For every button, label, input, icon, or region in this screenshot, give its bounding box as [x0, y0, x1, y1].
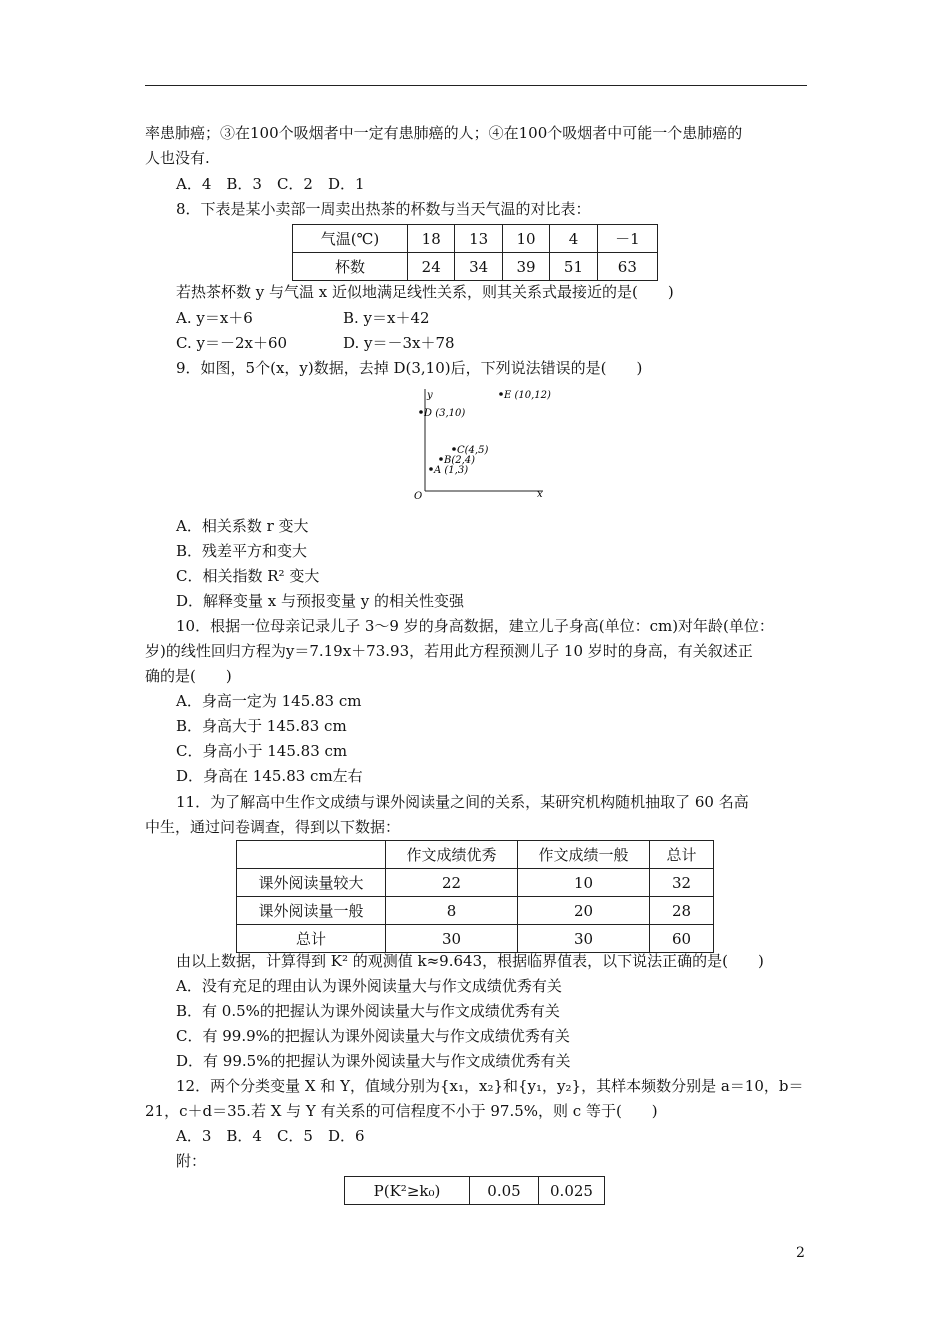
appendix-label: 附： [176, 1152, 207, 1170]
table-cell: 作文成绩一般 [518, 841, 650, 869]
q9-option-a: A．相关系数 r 变大 [176, 517, 309, 535]
q10-line-2: 岁)的线性回归方程为y＝7.19x＋73.93，若用此方程预测儿子 10 岁时的身高，有关叙述正 [145, 642, 753, 660]
table-cell: 39 [502, 253, 549, 281]
table-cell: 10 [502, 225, 549, 253]
table-cell: P(K²≥k₀) [345, 1177, 470, 1205]
origin-label: O [414, 491, 423, 502]
header-rule [145, 85, 807, 86]
point-label: E (10,12) [504, 390, 551, 401]
table-cell [237, 841, 386, 869]
table-cell: 18 [408, 225, 455, 253]
q10-option-d: D．身高在 145.83 cm左右 [176, 767, 363, 785]
q8-option-b: B. y＝x＋42 [343, 309, 430, 327]
q11-option-a: A．没有充足的理由认为课外阅读量大与作文成绩优秀有关 [176, 977, 562, 995]
table-cell: 51 [550, 253, 597, 281]
q10-line-3: 确的是( ) [145, 667, 232, 685]
q9-scatter-figure [405, 383, 555, 503]
text-line: 率患肺癌；③在100个吸烟者中一定有患肺癌的人；④在100个吸烟者中可能一个患肺癌的 [145, 124, 743, 142]
table-cell: 总计 [237, 925, 386, 953]
table-cell: －1 [597, 225, 657, 253]
table-cell: 作文成绩优秀 [386, 841, 518, 869]
table-cell: 60 [650, 925, 714, 953]
q12-line-2: 21，c＋d＝35.若 X 与 Y 有关系的可信程度不小于 97.5%，则 c 等于( ) [145, 1102, 658, 1120]
table-cell: 课外阅读量一般 [237, 897, 386, 925]
table-cell: 课外阅读量较大 [237, 869, 386, 897]
table-cell: 32 [650, 869, 714, 897]
scatter-point [429, 467, 433, 471]
q9-stem: 9．如图，5个(x，y)数据，去掉 D(3,10)后，下列说法错误的是( ) [176, 359, 643, 377]
q11-line-1: 11．为了解高中生作文成绩与课外阅读量之间的关系，某研究机构随机抽取了 60 名高 [176, 793, 749, 811]
scatter-point [499, 392, 503, 396]
table-cell: 34 [455, 253, 502, 281]
q10-option-b: B．身高大于 145.83 cm [176, 717, 347, 735]
point-label: B(2,4) [444, 455, 476, 466]
table-cell: 24 [408, 253, 455, 281]
table-cell: 4 [550, 225, 597, 253]
text-line: 人也没有. [145, 149, 210, 167]
table-cell: 30 [386, 925, 518, 953]
q10-line-1: 10．根据一位母亲记录儿子 3～9 岁的身高数据，建立儿子身高(单位：cm)对年龄(单位： [176, 617, 774, 635]
q8-option-c: C. y＝－2x＋60 [176, 334, 288, 352]
q11-option-c: C．有 99.9%的把握认为课外阅读量大与作文成绩优秀有关 [176, 1027, 570, 1045]
table-cell: 气温(℃) [293, 225, 408, 253]
q8-question: 若热茶杯数 y 与气温 x 近似地满足线性关系，则其关系式最接近的是( ) [176, 283, 674, 301]
scatter-point [452, 447, 456, 451]
q9-option-c: C．相关指数 R² 变大 [176, 567, 320, 585]
scatter-point [419, 410, 423, 414]
table-cell: 0.025 [539, 1177, 605, 1205]
x-axis-label: x [537, 489, 543, 500]
q12-options: A．3 B．4 C．5 D．6 [176, 1127, 365, 1145]
table-cell: 20 [518, 897, 650, 925]
q8-stem: 8．下表是某小卖部一周卖出热茶的杯数与当天气温的对比表： [176, 200, 591, 218]
q11-question: 由以上数据，计算得到 K² 的观测值 k≈9.643，根据临界值表，以下说法正确的是( ) [176, 952, 764, 970]
point-label: D (3,10) [424, 408, 466, 419]
q11-option-d: D．有 99.5%的把握认为课外阅读量大与作文成绩优秀有关 [176, 1052, 571, 1070]
point-label: A (1,3) [434, 465, 469, 476]
point-label: C(4,5) [457, 445, 489, 456]
q9-option-d: D．解释变量 x 与预报变量 y 的相关性变强 [176, 592, 465, 610]
y-axis-label: y [427, 390, 433, 401]
q11-table [236, 840, 714, 953]
q8-option-a: A. y＝x＋6 [176, 309, 253, 327]
q10-option-c: C．身高小于 145.83 cm [176, 742, 348, 760]
q10-option-a: A．身高一定为 145.83 cm [176, 692, 362, 710]
table-cell: 30 [518, 925, 650, 953]
table-cell: 10 [518, 869, 650, 897]
table-cell: 63 [597, 253, 657, 281]
table-cell: 8 [386, 897, 518, 925]
table-cell: 13 [455, 225, 502, 253]
q11-line-2: 中生，通过问卷调查，得到以下数据： [145, 818, 401, 836]
q11-option-b: B．有 0.5%的把握认为课外阅读量大与作文成绩优秀有关 [176, 1002, 560, 1020]
q12-table [344, 1176, 605, 1205]
page-number: 2 [796, 1245, 805, 1261]
table-cell: 28 [650, 897, 714, 925]
q8-table [292, 224, 658, 281]
q8-option-d: D. y＝－3x＋78 [343, 334, 455, 352]
q7-options: A．4 B．3 C．2 D．1 [176, 175, 365, 193]
table-cell: 总计 [650, 841, 714, 869]
table-cell: 0.05 [470, 1177, 539, 1205]
scatter-point [439, 457, 443, 461]
table-cell: 杯数 [293, 253, 408, 281]
q9-option-b: B．残差平方和变大 [176, 542, 308, 560]
table-cell: 22 [386, 869, 518, 897]
q12-line-1: 12．两个分类变量 X 和 Y，值域分别为{x₁，x₂}和{y₁，y₂}，其样本频数分别是 a＝10，b＝ [176, 1077, 804, 1095]
